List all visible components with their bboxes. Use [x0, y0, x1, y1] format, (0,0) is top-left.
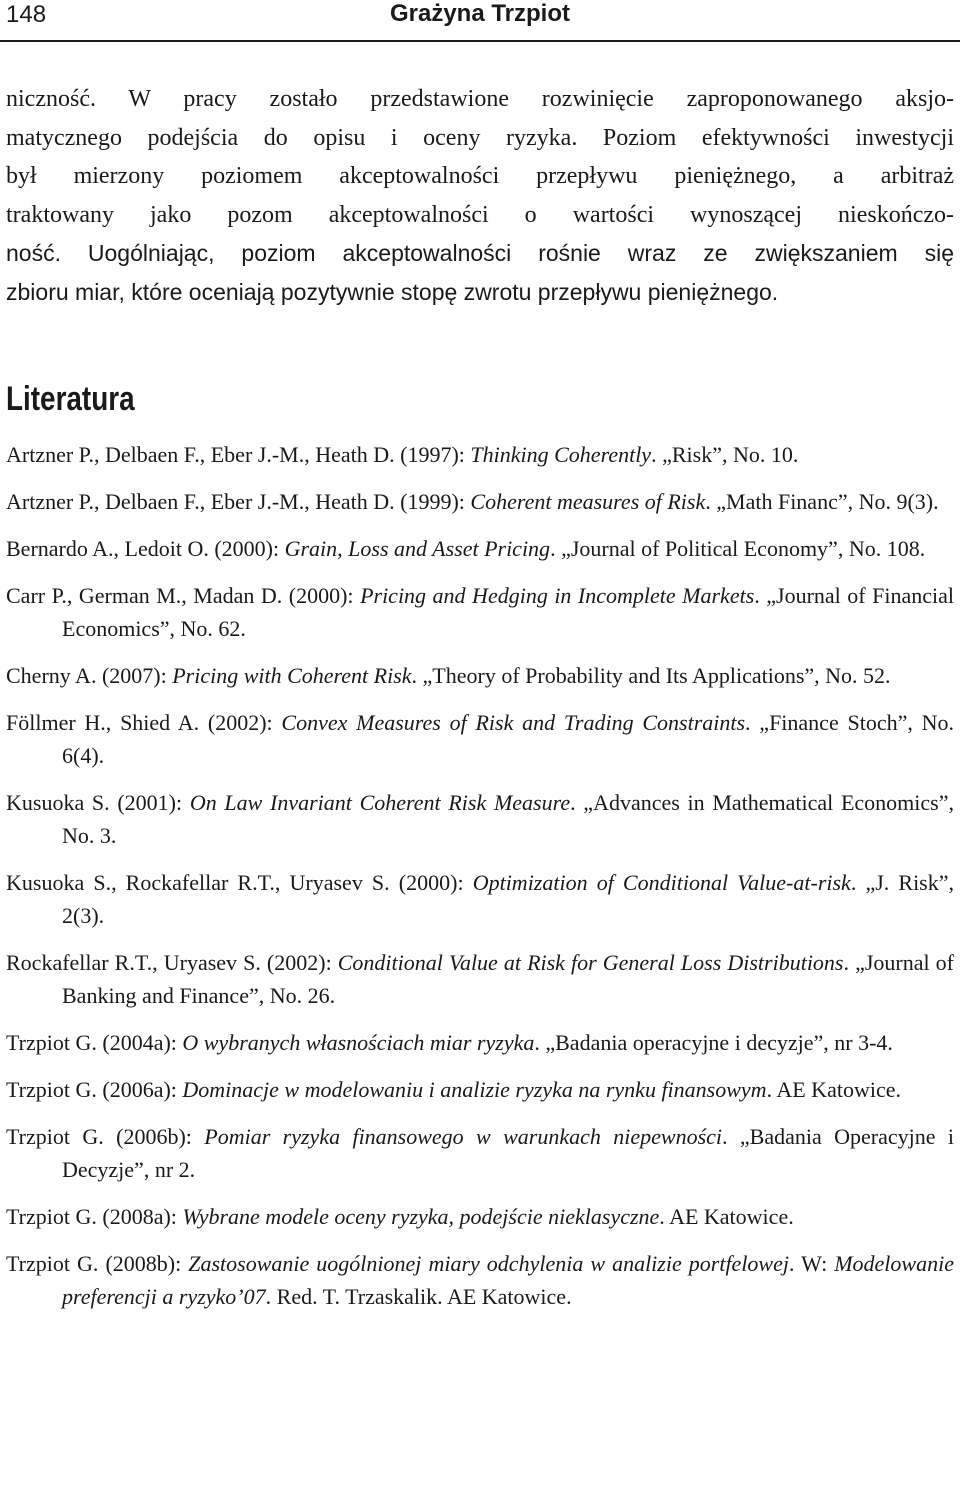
- reference-item: Kusuoka S. (2001): On Law Invariant Coherent Risk Measure. „Advances in Mathematical Economics”, No. 3.: [6, 790, 954, 848]
- running-header: [0, 0, 960, 42]
- running-head-author: Grażyna Trzpiot: [389, 0, 571, 27]
- page-number: 148: [6, 1, 47, 28]
- paragraph-line: matycznego podejścia do opisu i oceny ryzyka. Poziom efektywności inwestycji: [6, 124, 954, 151]
- paragraph-line: niczność. W pracy zostało przedstawione rozwinięcie zaproponowanego aksjo-: [6, 86, 954, 112]
- reference-item: Föllmer H., Shied A. (2002): Convex Measures of Risk and Trading Constraints. „Finance Stoch”, No. 6(4).: [6, 710, 954, 768]
- reference-item: Trzpiot G. (2008b): Zastosowanie uogólnionej miary odchylenia w analizie portfelowej. W: Modelowanie preferencji a ryzyko’07. Red. T. Trzaskalik. AE Katowice.: [6, 1251, 954, 1309]
- paragraph-line: był mierzony poziomem akceptowalności przepływu pieniężnego, a arbitraż: [6, 163, 954, 189]
- paragraph-line: zbioru miar, które oceniają pozytywnie stopę zwrotu przepływu pieniężnego.: [6, 278, 779, 305]
- reference-item: Trzpiot G. (2004a): O wybranych własnościach miar ryzyka. „Badania operacyjne i decyzje”, nr 3-4.: [6, 1030, 893, 1055]
- reference-item: Trzpiot G. (2006b): Pomiar ryzyka finansowego w warunkach niepewności. „Badania Operacyjne i Decyzje”, nr 2.: [6, 1124, 954, 1182]
- reference-item: Kusuoka S., Rockafellar R.T., Uryasev S. (2000): Optimization of Conditional Value-at-risk. „J. Risk”, 2(3).: [6, 870, 955, 928]
- reference-item: Trzpiot G. (2006a): Dominacje w modelowaniu i analizie ryzyka na rynku finansowym. AE Katowice.: [6, 1077, 901, 1102]
- reference-list: [6, 438, 954, 1327]
- reference-item: Carr P., German M., Madan D. (2000): Pricing and Hedging in Incomplete Markets. „Journal of Financial Economics”, No. 62.: [6, 583, 954, 641]
- reference-item: Trzpiot G. (2008a): Wybrane modele oceny ryzyka, podejście nieklasyczne. AE Katowice.: [6, 1204, 794, 1229]
- body-paragraph: [6, 80, 954, 311]
- paragraph-line: traktowany jako pozom akceptowalności o wartości wynoszącej nieskończo-: [6, 201, 954, 228]
- paragraph-line: ność. Uogólniając, poziom akceptowalności rośnie wraz ze zwiększaniem się: [6, 240, 954, 266]
- reference-item: Cherny A. (2007): Pricing with Coherent Risk. „Theory of Probability and Its Applications”, No. 52.: [6, 663, 891, 688]
- reference-item: Rockafellar R.T., Uryasev S. (2002): Conditional Value at Risk for General Loss Distributions. „Journal of Banking and Finance”, No. 26.: [6, 950, 954, 1008]
- reference-item: Artzner P., Delbaen F., Eber J.-M., Heath D. (1999): Coherent measures of Risk. „Math Financ”, No. 9(3).: [6, 489, 939, 514]
- section-heading: Literatura: [6, 380, 135, 418]
- reference-item: Artzner P., Delbaen F., Eber J.-M., Heath D. (1997): Thinking Coherently. „Risk”, No. 10.: [6, 442, 799, 467]
- reference-item: Bernardo A., Ledoit O. (2000): Grain, Loss and Asset Pricing. „Journal of Political Economy”, No. 108.: [6, 536, 926, 561]
